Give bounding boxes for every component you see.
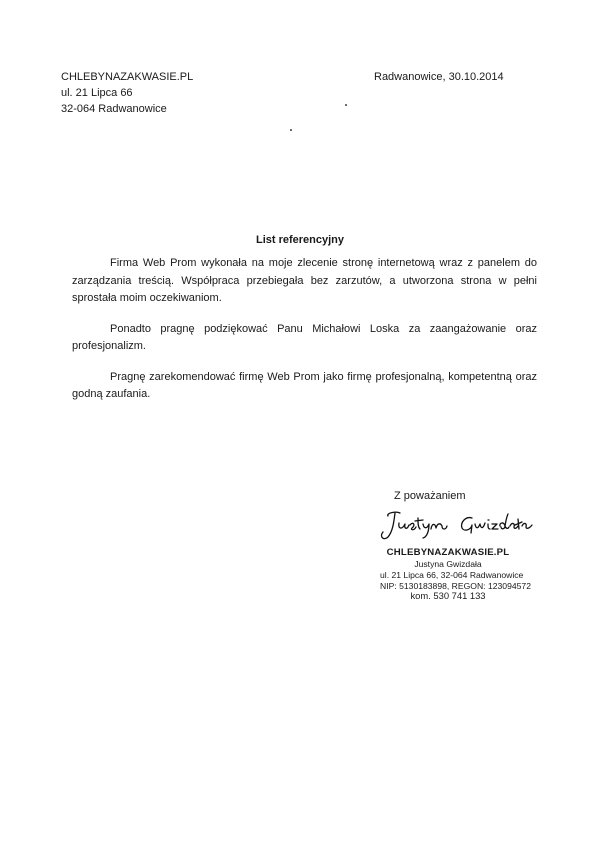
closing-phrase: Z poważaniem <box>394 490 466 502</box>
scan-speck <box>345 104 347 106</box>
place-and-date: Radwanowice, 30.10.2014 <box>374 71 504 83</box>
handwritten-signature <box>374 507 534 543</box>
body-paragraph: Firma Web Prom wykonała na moje zlecenie stronę internetową wraz z panelem do zarządzania treścią. Współpraca przebiegała bez zarzutów, a utworzona strona w pełni sprostała moim oczekiwaniom. <box>72 257 537 304</box>
letter-title: List referencyjny <box>255 234 345 246</box>
stamp-address: ul. 21 Lipca 66, 32-064 Radwanowice <box>380 569 524 580</box>
body-paragraph: Ponadto pragnę podziękować Panu Michałowi Loska za zaangażowanie oraz profesjonalizm. <box>72 322 537 352</box>
sender-city: 32-064 Radwanowice <box>61 103 167 115</box>
stamp-tax-ids: NIP: 5130183898, REGON: 123094572 <box>380 580 531 591</box>
sender-name: CHLEBYNAZAKWASIE.PL <box>61 71 194 83</box>
company-stamp <box>380 547 531 602</box>
stamp-phone: kom. 530 741 133 <box>410 590 486 602</box>
sender-address-block <box>61 69 193 117</box>
body-paragraph: Pragnę zarekomendować firmę Web Prom jako firmę profesjonalną, kompetentną oraz godną zaufania. <box>72 370 537 400</box>
letter-body <box>72 255 537 404</box>
stamp-person-name: Justyna Gwizdała <box>414 559 482 569</box>
stamp-company-name: CHLEBYNAZAKWASIE.PL <box>386 547 510 558</box>
scan-speck <box>290 129 292 131</box>
sender-street: ul. 21 Lipca 66 <box>61 87 133 99</box>
